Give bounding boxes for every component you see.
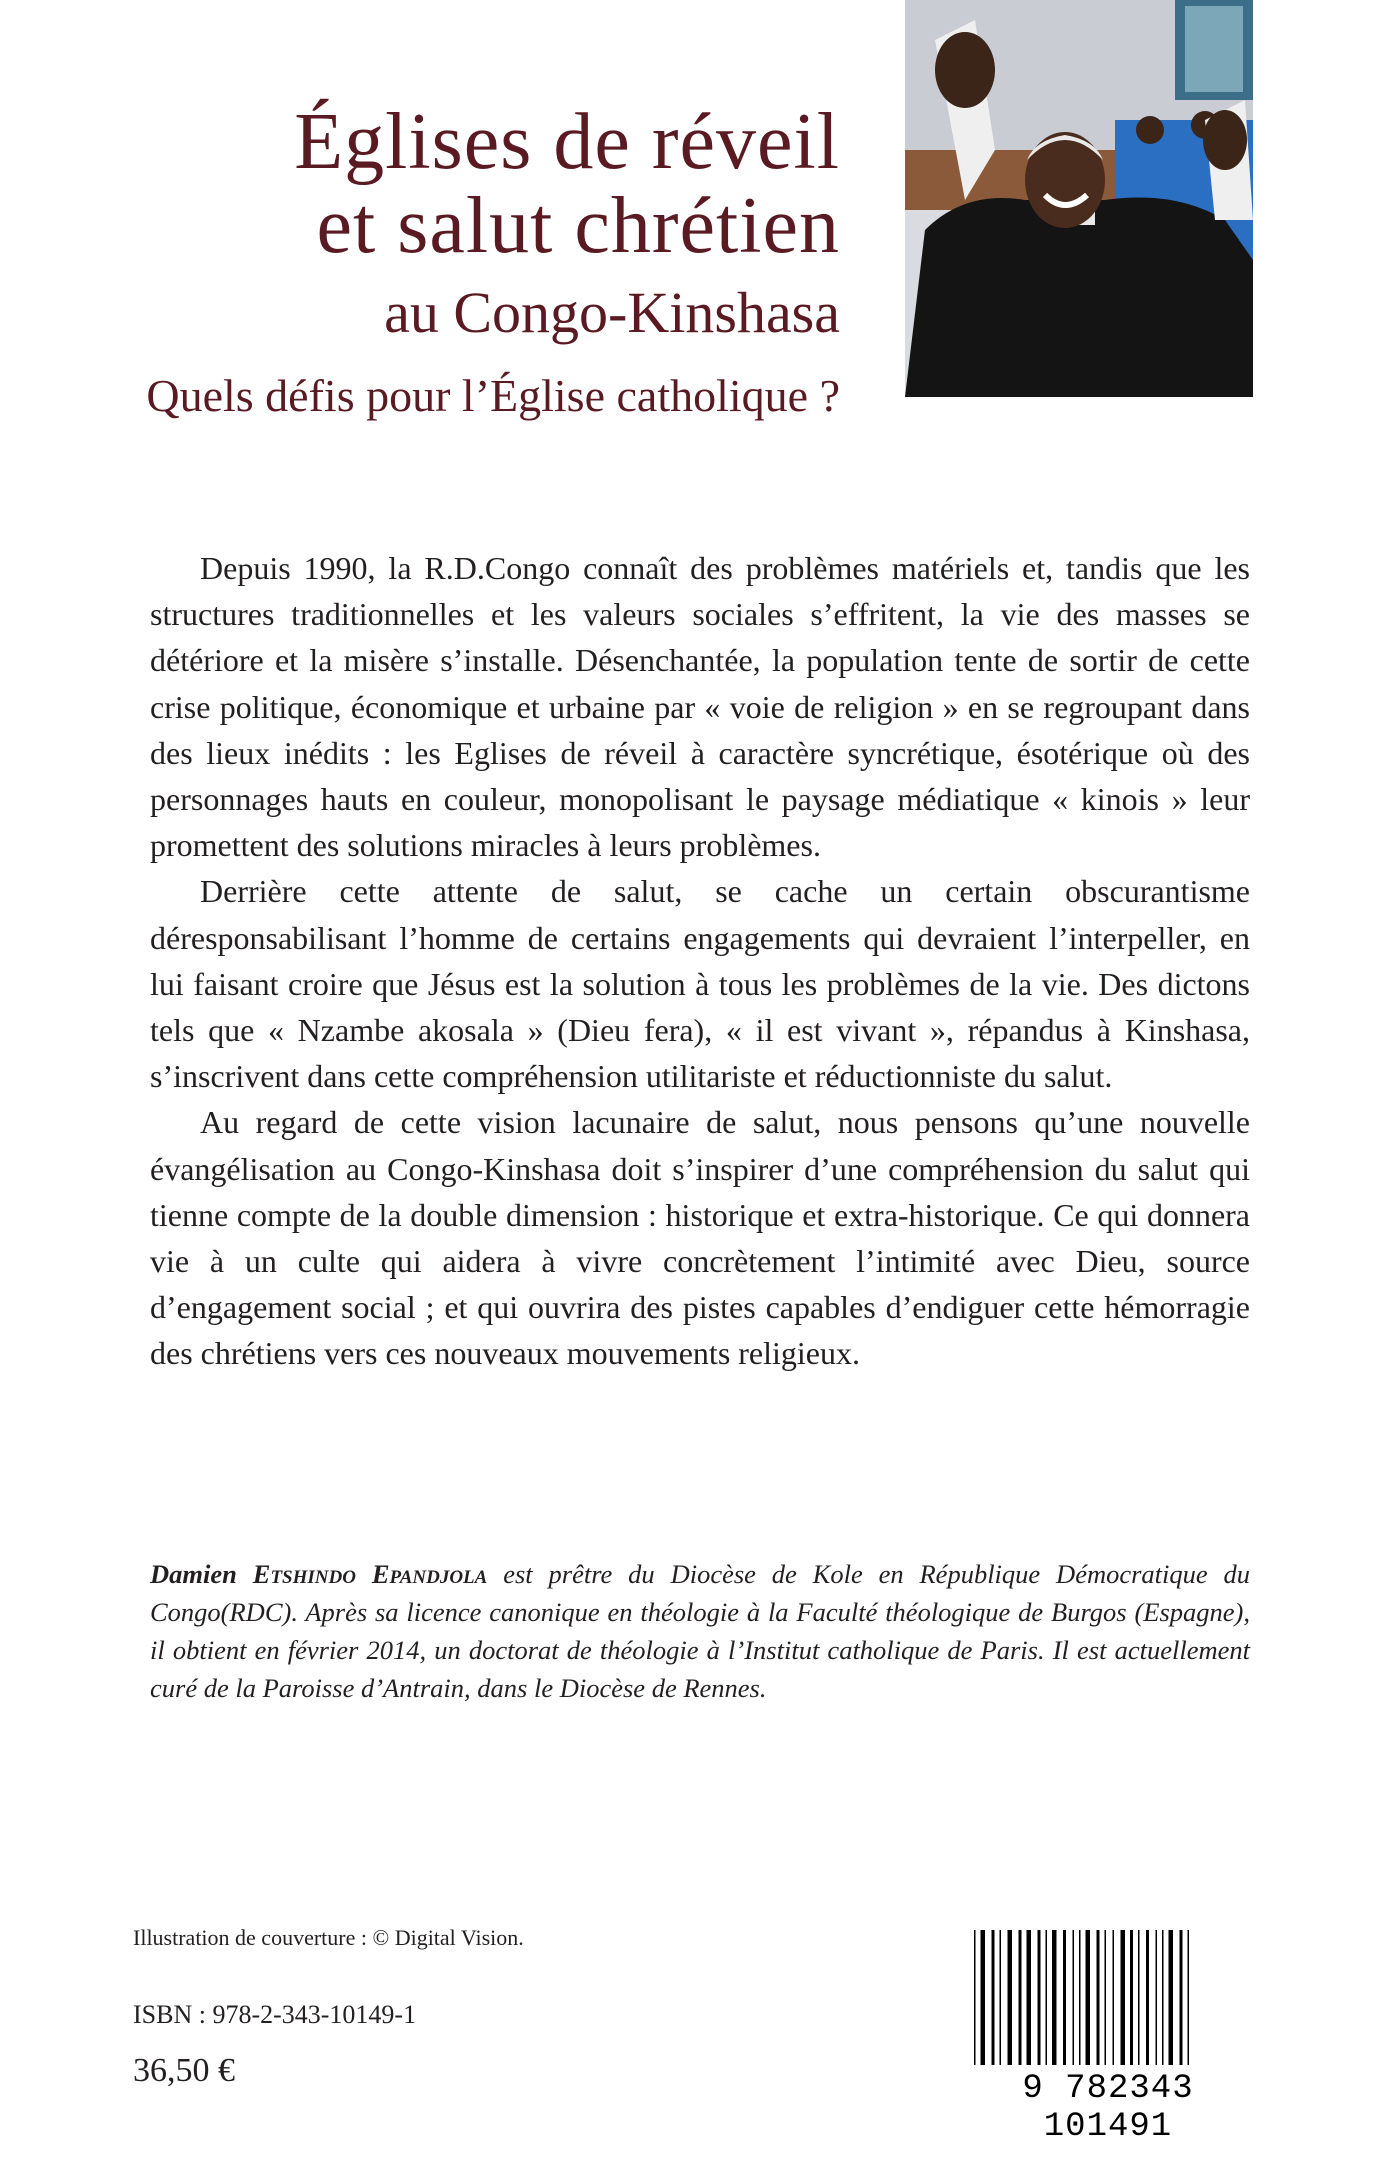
book-title-line-3: au Congo-Kinshasa — [384, 280, 840, 345]
barcode-bar — [1046, 1930, 1048, 2065]
barcode-bar — [1121, 1930, 1126, 2065]
summary-paragraph: Au regard de cette vision lacunaire de salut, nous pensons qu’une nouvelle évangélisation au Congo-Kinshasa doit s’inspirer d’une compréhension du salut qui tienne compte de la double dimension : historique et extra-historique. Ce qui donnera vie à un culte qui aidera à vivre concrètement l’intimité avec Dieu, source d’engagement social ; et qui ouvrira des pistes capables d’endiguer cette hémorragie des chrétiens vers ces nouveaux mouvements religieux. — [150, 1104, 1250, 1372]
barcode-bar — [1130, 1930, 1133, 2065]
barcode-bar — [974, 1930, 976, 2065]
barcode-bar — [1169, 1930, 1174, 2065]
barcode-number: 9 782343 101491 — [1022, 2070, 1194, 2146]
summary-paragraph: Depuis 1990, la R.D.Congo connaît des problèmes matériels et, tandis que les structures traditionnelles et les valeurs sociales s’effritent, la vie des masses se détériore et la misère s’installe. Désenchantée, la population tente de sortir de cette crise politique, économique et urbaine par « voie de religion » en se regroupant dans des lieux inédits : les Eglises de réveil à caractère syncrétique, ésotérique où des personnages hauts en couleur, monopolisant le paysage médiatique « kinois » leur promettent des solutions miracles à leurs problèmes. — [150, 550, 1250, 864]
barcode-bar — [1052, 1930, 1057, 2065]
barcode-bar — [1162, 1930, 1164, 2065]
barcode-bar — [1079, 1930, 1081, 2065]
cover-credit: Illustration de couverture : © Digital Vision. — [133, 1925, 524, 1950]
barcode-bar — [1063, 1930, 1066, 2065]
book-subtitle: Quels défis pour l’Église catholique ? — [146, 370, 840, 421]
barcode-bar — [1156, 1930, 1158, 2065]
book-title-line-1: Églises de réveil — [294, 98, 840, 186]
barcode-icon — [970, 1930, 1252, 2078]
barcode-bar — [1027, 1930, 1032, 2065]
back-cover-summary — [150, 545, 1250, 1377]
barcode-bar — [1097, 1930, 1100, 2065]
barcode-bar — [992, 1930, 995, 2065]
worship-photo-icon — [905, 0, 1253, 397]
author-bio-text: est prêtre du Diocèse de Kole en République Démocratique du Congo(RDC). Après sa licence canonique en théologie à la Faculté théologique de Burgos (Espagne), il obtient en février 2014, un doctorat de théologie à l’Institut catholique de Paris. Il est actuellement curé de la Paroisse d’Antrain, dans le Diocèse de Rennes. — [150, 1559, 1251, 1703]
barcode-bar — [1038, 1930, 1041, 2065]
barcode-bar — [1180, 1930, 1183, 2065]
barcode-bar — [1019, 1930, 1022, 2065]
author-last-name: Etshindo Epandjola — [252, 1559, 488, 1589]
barcode-bar — [1086, 1930, 1091, 2065]
title-block — [100, 100, 840, 426]
barcode-bar — [1008, 1930, 1013, 2065]
barcode-bar — [1105, 1930, 1107, 2065]
barcode-bar — [1188, 1930, 1190, 2065]
author-bio — [150, 1555, 1250, 1707]
barcode-bar — [981, 1930, 986, 2065]
barcode-bar — [1113, 1930, 1115, 2065]
barcode-bar — [1146, 1930, 1149, 2065]
summary-paragraph: Derrière cette attente de salut, se cache un certain obscurantisme déresponsabilisant l’homme de certains engagements qui devraient l’interpeller, en lui faisant croire que Jésus est la solution à tous les problèmes de la vie. Des dictons tels que « Nzambe akosala » (Dieu fera), « il est vivant », répandus à Kinshasa, s’inscrivent dans cette compréhension utilitariste et réductionniste du salut. — [150, 873, 1250, 1095]
book-title-line-2: et salut chrétien — [316, 182, 840, 270]
isbn: ISBN : 978-2-343-10149-1 — [133, 2000, 417, 2029]
barcode-bar — [1073, 1930, 1075, 2065]
price: 36,50 € — [133, 2052, 235, 2089]
author-first-name: Damien — [150, 1559, 237, 1589]
barcode-bar — [1138, 1930, 1140, 2065]
barcode-bar — [1000, 1930, 1002, 2065]
